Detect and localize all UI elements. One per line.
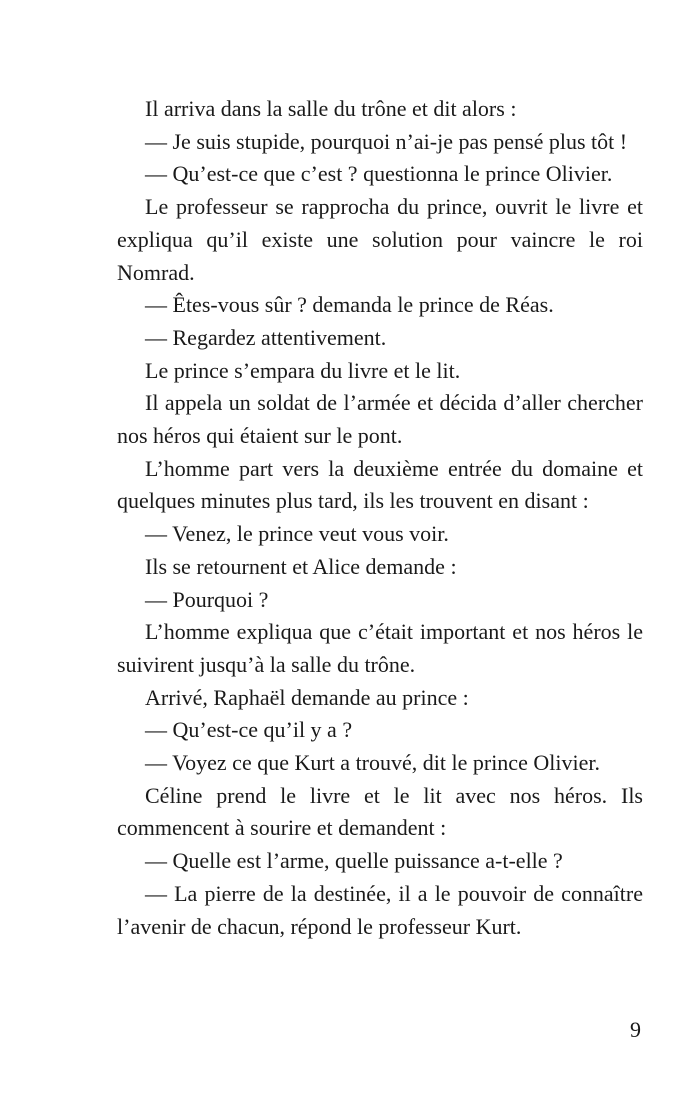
- paragraph-10: — Venez, le prince veut vous voir.: [145, 521, 449, 547]
- paragraph-18: — Quelle est l’arme, quelle puissance a-t-elle ?: [145, 848, 563, 874]
- paragraph-11: Ils se retournent et Alice demande :: [145, 553, 457, 579]
- paragraph-8: Il appela un soldat de l’armée et décida d’aller chercher nos héros qui étaient sur le pont.: [117, 390, 643, 449]
- paragraph-16: — Voyez ce que Kurt a trouvé, dit le prince Olivier.: [145, 750, 600, 776]
- paragraph-2: — Je suis stupide, pourquoi n’ai-je pas pensé plus tôt !: [145, 128, 628, 154]
- paragraph-14: Arrivé, Raphaël demande au prince :: [145, 684, 469, 710]
- paragraph-1: Il arriva dans la salle du trône et dit alors :: [145, 96, 517, 121]
- paragraph-7: Le prince s’empara du livre et le lit.: [145, 357, 461, 383]
- paragraph-13: L’homme expliqua que c’était important et nos héros le suivirent jusqu’à la salle du trône.: [117, 619, 643, 677]
- paragraph-19: — La pierre de la destinée, il a le pouvoir de connaître l’avenir de chacun, répond le professeur Kurt.: [117, 880, 643, 939]
- paragraph-3: — Qu’est-ce que c’est ? questionna le prince Olivier.: [145, 161, 613, 187]
- paragraph-4: Le professeur se rapprocha du prince, ouvrit le livre et expliqua qu’il existe une solution pour vaincre le roi Nomrad.: [117, 194, 643, 285]
- paragraph-12: — Pourquoi ?: [145, 586, 269, 612]
- body-text: [117, 93, 643, 943]
- paragraph-17: Céline prend le livre et le lit avec nos héros. Ils commencent à sourire et demandent :: [117, 782, 643, 841]
- paragraph-6: — Regardez attentivement.: [145, 324, 387, 350]
- paragraph-15: — Qu’est-ce qu’il y a ?: [145, 717, 353, 743]
- paragraph-5: — Êtes-vous sûr ? demanda le prince de Réas.: [145, 292, 554, 318]
- page-number: 9: [630, 1017, 641, 1042]
- paragraph-9: L’homme part vers la deuxième entrée du domaine et quelques minutes plus tard, ils les trouvent en disant :: [117, 455, 643, 514]
